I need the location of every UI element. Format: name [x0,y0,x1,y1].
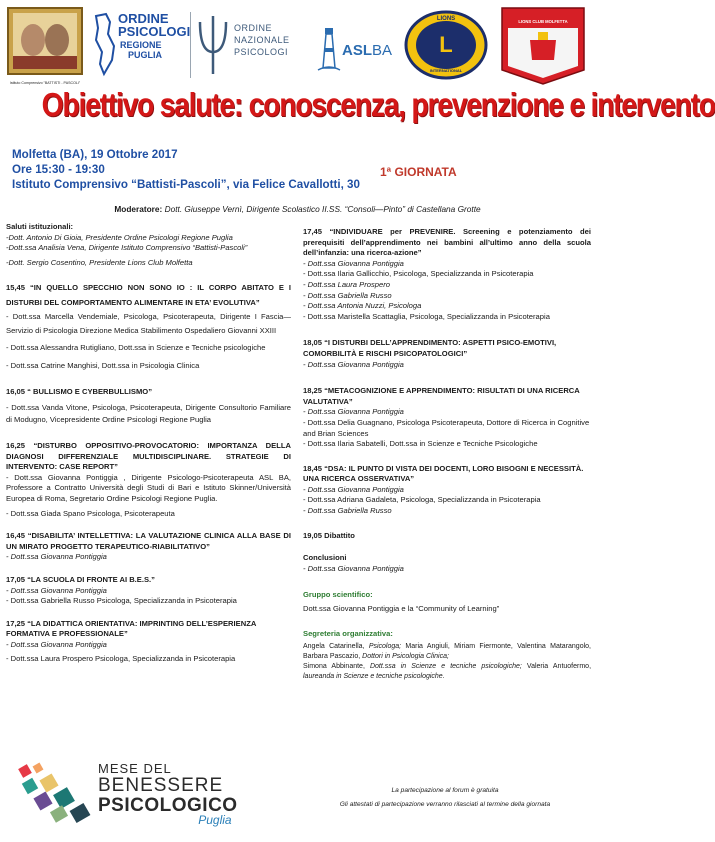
session-speaker: - Dott.ssa Giovanna Pontiggia [303,359,404,369]
session-1545 [6,280,291,373]
moderator-line [0,204,595,214]
puglia-map-icon [92,12,116,76]
session-speaker: - Dott.ssa Laura Prospero [303,279,390,289]
conclusioni-section [303,553,591,574]
nazionale-line1: ORDINE [234,23,273,33]
footer-note-certificates: Gli attestati di partecipazione verranno rilasciati al termine della giornata [339,801,551,808]
page-title: Obiettivo salute: conoscenza, prevenzione e intervento [41,86,715,123]
session-speaker: - Dott.ssa Giovanna Pontiggia [303,407,404,417]
school-logo [6,6,84,84]
session-speaker: - Dott.ssa Laura Prospero Psicologa, Specializzanda in Psicoterapia [6,654,236,664]
ordine-psicologi-puglia-logo [92,10,191,80]
nazionale-line3: PSICOLOGI [234,47,289,57]
session-title: 16,05 “ BULLISMO E CYBERBULLISMO” [6,387,152,397]
session-title-bold: 17,45 “INDIVIDUARE per PREVENIRE. [303,227,456,236]
session-1605 [6,387,291,427]
session-title: 18,45 “DSA: IL PUNTO DI VISTA DEI DOCENTI, LORO BISOGNI E NECESSITÀ. UNA RICERCA OSSERVATIVA” [303,463,584,484]
session-title: 18,05 “I DISTURBI DELL’APPRENDIMENTO: ASPETTI PSICO-EMOTIVI, COMORBILITÀ E RISCHI PSICOPATOLOGICI” [303,338,557,358]
asl-light: BA [372,42,393,59]
lions-logo [404,10,488,82]
session-1705 [6,575,291,607]
banner-caption: LIONS CLUB MOLFETTA [518,19,568,24]
session-speaker: - Dott.ssa Gabriella Russo Psicologa, Specializzanda in Psicoterapia [6,596,237,606]
segreteria-role: laureanda in Scienze e tecniche psicologiche. [303,672,445,680]
segreteria-role: Psicologa; [368,642,402,650]
session-speaker: - Dott.ssa Giovanna Pontiggia [303,258,404,268]
saluti-item: -Dott. Sergio Cosentino, Presidente Lions Club Molfetta [6,257,193,267]
lions-top-text: LIONS [436,16,456,22]
segreteria-text: Simona Abbinante, [303,662,370,670]
ordine-line1: ORDINE [118,11,169,26]
pennant-icon [500,6,586,86]
lions-club-molfetta-banner [500,6,586,86]
session-speaker: - Dott.ssa Ilaria Sabatelli, Dott.ssa in Scienze e Tecniche Psicologiche [303,439,538,449]
segreteria-text: Maria Angiuli, Miriam Fiermonte, Valentina Matarangolo, Barbara Pascazio, [303,642,591,660]
saluti-title: Saluti istituzionali: [6,222,74,231]
session-1745 [303,227,591,322]
segreteria-text: Valeria Antuofermo, [521,662,592,670]
session-1805 [303,338,591,370]
session-speaker: - Dott.ssa Delia Guagnano, Psicologa Psicoterapeuta, Dottore di Ricerca in Cognitive and Brian Sciences [303,417,590,438]
session-1845 [303,464,591,517]
session-speaker: - Dott.ssa Ilaria Gallicchio, Psicologa, Specializzanda in Psicoterapia [303,269,534,279]
segreteria-text: Angela Catarinella, [303,642,369,650]
nazionale-line2: NAZIONALE [234,35,290,45]
psi-symbol-icon [196,12,230,78]
ordine-nazionale-logo [190,10,300,82]
segreteria-line2 [303,662,591,682]
mese-benessere-logo [14,762,274,828]
ordine-line4: PUGLIA [128,50,163,60]
session-title: 19,05 Dibattito [303,530,355,540]
program-left-column [6,222,291,673]
segreteria-role: Dottori in Psicologia Clinica; [362,652,449,660]
session-title: 16,25 “DISTURBO OPPOSITIVO-PROVOCATORIO: IMPORTANZA DELLA DIAGNOSI DIFFERENZIALE MULTIDISCIPLINARE. STRATEGIE DI INTERVENTO: CASE REPORT” [6,440,291,472]
session-speaker: - Dott.ssa Vanda Vitone, Psicologa, Psicoterapeuta, Dirigente Consultorio Familiare di Modugno, Vicepresidente Ordine Psicologi Regione Puglia [6,402,291,425]
giornata-label: 1ª GIORNATA [380,165,457,179]
saluti-item: -Dott. Antonio Di Gioia, Presidente Ordine Psicologi Regione Puglia [6,232,233,242]
brand-line2: BENESSERE [98,775,224,796]
ordine-line2: PSICOLOGI [118,24,191,39]
session-1825 [303,386,591,450]
gruppo-text: Dott.ssa Giovanna Pontiggia e la “Community of Learning” [303,604,500,614]
colored-stripes-icon [14,762,94,824]
session-title: 18,25 “METACOGNIZIONE E APPRENDIMENTO: RISULTATI DI UNA RICERCA VALUTATIVA” [303,386,580,406]
event-date: Molfetta (BA), 19 Ottobre 2017 [12,148,178,161]
session-speaker: - Dott.ssa Adriana Gadaleta, Psicologa, Specializzanda in Psicoterapia [303,495,541,505]
segreteria-role: Dott.ssa in Scienze e tecniche psicologiche; [369,662,522,670]
session-speaker: - Dott.ssa Giovanna Pontiggia , Dirigente Psicologo-Psicoterapeuta ASL BA, Professore a Contratto Università degli Studi di Bari e Istituto Skinner/Università Europea di Roma, Segretario Ordine Psicologi Regione Puglia. [6,472,291,503]
event-venue: Istituto Comprensivo “Battisti-Pascoli”, via Felice Cavallotti, 30 [12,178,360,191]
school-logo-caption: Istituto Comprensivo "BATTISTI - PASCOLI" [9,81,81,85]
asl-ba-logo [318,20,393,78]
svg-text:L: L [439,32,453,57]
session-speaker: - Dott.ssa Antonia Nuzzi, Psicologa [303,301,422,311]
session-speaker: - Dott.ssa Giada Spano Psicologa, Psicoterapeuta [6,508,175,518]
saluti-section [6,222,291,268]
footer-note-free: La partecipazione al forum è gratuita [391,787,499,794]
session-title [303,227,591,259]
session-speaker: - Dott.ssa Catrine Manghisi, Dott.ssa in Psicologia Clinica [6,361,200,371]
gruppo-scientifico-section [303,590,591,614]
brand-line1: MESE DEL [98,761,172,776]
session-title-rest: Screening e potenziamento dei prerequisiti dell’apprendimento nei bambini all’ultimo anno della scuola dell’infanzia: una ricerca-azione” [303,227,591,258]
session-speaker: - Dott.ssa Giovanna Pontiggia [6,639,107,649]
gruppo-title: Gruppo scientifico: [303,590,373,600]
session-title: 15,45 “IN QUELLO SPECCHIO NON SONO IO : IL CORPO ABITATO E I DISTURBI DEL COMPORTAMENTO ALIMENTARE IN ETA’ EVOLUTIVA” [6,283,291,308]
session-speaker: - Dott.ssa Maristella Scattaglia, Psicologa, Specializzanda in Psicoterapia [303,311,550,321]
program-right-column [303,227,591,690]
logo-divider [190,12,191,78]
ordine-line3: REGIONE [120,40,162,50]
session-1625 [6,441,291,519]
logo-row [0,6,595,86]
session-1725 [6,619,291,665]
moderator-text: Dott. Giuseppe Vernì, Dirigente Scolastico II.SS. “Consoli—Pinto” di Castellana Grotte [164,204,481,214]
session-title: 17,25 “LA DIDATTICA ORIENTATIVA: IMPRINTING DELL’ESPERIENZA FORMATIVA E PROFESSIONALE” [6,618,257,639]
moderator-label: Moderatore: [114,204,163,214]
school-emblem-icon [6,6,84,76]
session-speaker: - Dott.ssa Gabriella Russo [303,506,392,516]
session-speaker: - Dott.ssa Alessandra Rutigliano, Dott.ssa in Scienze e Tecniche psicologiche [6,343,266,353]
session-1645 [6,531,291,563]
conclusioni-speaker: - Dott.ssa Giovanna Pontiggia [303,563,404,573]
brand-line3: PSICOLOGICO [98,795,238,816]
session-speaker: - Dott.ssa Marcella Vendemiale, Psicologa, Psicoterapeuta, Dirigente I Fascia—Servizio di Psicologia Direzione Medica Stabilimento Ospedaliero Giovanni XXIII [6,312,291,336]
session-speaker: - Dott.ssa Gabriella Russo [303,290,392,300]
lions-bottom-text: INTERNATIONAL [429,68,463,73]
session-1905 [303,531,591,542]
event-info [12,147,360,192]
session-speaker: - Dott.ssa Giovanna Pontiggia [6,585,107,595]
session-title: 17,05 “LA SCUOLA DI FRONTE AI B.E.S.” [6,574,155,584]
segreteria-section [303,629,591,682]
segreteria-line1 [303,642,591,662]
lighthouse-icon [318,24,340,72]
session-title: 16,45 “DISABILITA’ INTELLETTIVA: LA VALUTAZIONE CLINICA ALLA BASE DI UN MIRATO PROGETTO TERAPEUTICO-RIABILITATIVO” [6,531,291,551]
conclusioni-title: Conclusioni [303,553,347,563]
saluti-item: -Dott.ssa Analisia Vena, Dirigente Istituto Comprensivo “Battisti-Pascoli” [6,243,248,253]
session-speaker: - Dott.ssa Giovanna Pontiggia [303,484,404,494]
event-time: Ore 15:30 - 19:30 [12,163,105,176]
brand-line4: Puglia [198,813,232,827]
session-speaker: - Dott.ssa Giovanna Pontiggia [6,552,107,562]
segreteria-title: Segreteria organizzativa: [303,628,393,638]
asl-bold: ASL [342,42,372,59]
